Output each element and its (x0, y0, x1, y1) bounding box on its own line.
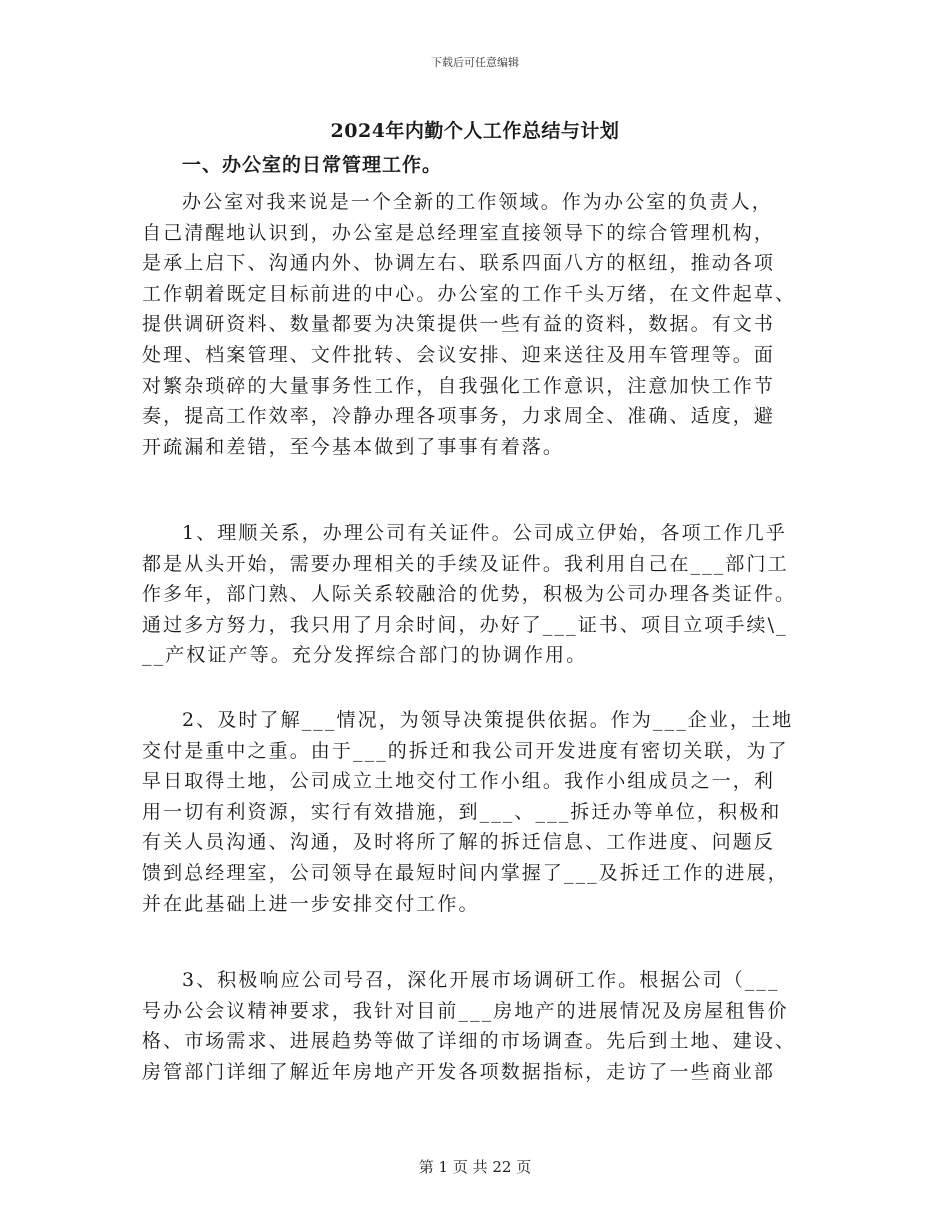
paragraph-line: 馈到总经理室，公司领导在最短时间内掌握了___及拆迁工作的进展， (142, 861, 789, 884)
paragraph-line: 交付是重中之重。由于___的拆迁和我公司开发进度有密切关联，为了 (142, 739, 789, 762)
paragraph-1 (142, 187, 802, 462)
paragraph-3 (142, 705, 802, 919)
page-header-note: 下载后可任意编辑 (431, 56, 519, 69)
paragraph-line: 并在此基础上进一步安排交付工作。 (142, 892, 480, 915)
paragraph-line: 都是从头开始，需要办理相关的手续及证件。我利用自己在___部门工 (142, 552, 789, 575)
paragraph-line: 2、及时了解___情况，为领导决策提供依据。作为___企业，土地 (182, 709, 794, 731)
paragraph-line: 工作朝着既定目标前进的中心。办公室的工作千头万绪，在文件起草、 (142, 282, 797, 305)
paragraph-line: 有关人员沟通、沟通，及时将所了解的拆迁信息、工作进度、问题反 (142, 831, 776, 854)
document-title: 2024年内勤个人工作总结与计划 (330, 120, 620, 142)
paragraph-line: 格、市场需求、进展趋势等做了详细的市场调查。先后到土地、建设、 (142, 1030, 797, 1053)
paragraph-2 (142, 518, 802, 671)
paragraph-line: __产权证产等。充分发挥综合部门的协调作用。 (142, 644, 588, 667)
paragraph-line: 用一切有利资源，实行有效措施，到___、___拆迁办等单位，积极和 (142, 800, 782, 823)
paragraph-line: 通过多方努力，我只用了月余时间，办好了___证书、项目立项手续\_ (142, 613, 788, 636)
paragraph-line: 奏，提高工作效率，冷静办理各项事务，力求周全、准确、适度，避 (142, 405, 776, 428)
paragraph-line: 提供调研资料、数量都要为决策提供一些有益的资料，数据。有文书 (142, 313, 776, 336)
paragraph-line: 办公室对我来说是一个全新的工作领域。作为办公室的负责人， (182, 191, 773, 213)
paragraph-line: 号办公会议精神要求，我针对目前___房地产的进展情况及房屋租售价 (142, 999, 789, 1022)
paragraph-line: 处理、档案管理、文件批转、会议安排、迎来送往及用车管理等。面 (142, 343, 776, 366)
paragraph-line: 对繁杂琐碎的大量事务性工作，自我强化工作意识，注意加快工作节 (142, 374, 776, 397)
section-heading: 一、办公室的日常管理工作。 (182, 154, 443, 176)
paragraph-line: 1、理顺关系，办理公司有关证件。公司成立伊始，各项工作几乎 (182, 522, 787, 544)
page-number: 第 1 页 共 22 页 (418, 1158, 532, 1176)
paragraph-line: 房管部门详细了解近年房地产开发各项数据指标，走访了一些商业部 (142, 1060, 776, 1083)
paragraph-line: 作多年，部门熟、人际关系较融洽的优势，积极为公司办理各类证件。 (142, 583, 797, 606)
paragraph-line: 早日取得土地，公司成立土地交付工作小组。我作小组成员之一，利 (142, 770, 776, 793)
paragraph-line: 是承上启下、沟通内外、协调左右、联系四面八方的枢纽，推动各项 (142, 252, 776, 275)
paragraph-line: 3、积极响应公司号召，深化开展市场调研工作。根据公司（___ (182, 969, 780, 991)
paragraph-line: 自己清醒地认识到，办公室是总经理室直接领导下的综合管理机构， (142, 221, 776, 244)
paragraph-line: 开疏漏和差错，至今基本做到了事事有着落。 (142, 435, 565, 458)
paragraph-4 (142, 965, 802, 1087)
